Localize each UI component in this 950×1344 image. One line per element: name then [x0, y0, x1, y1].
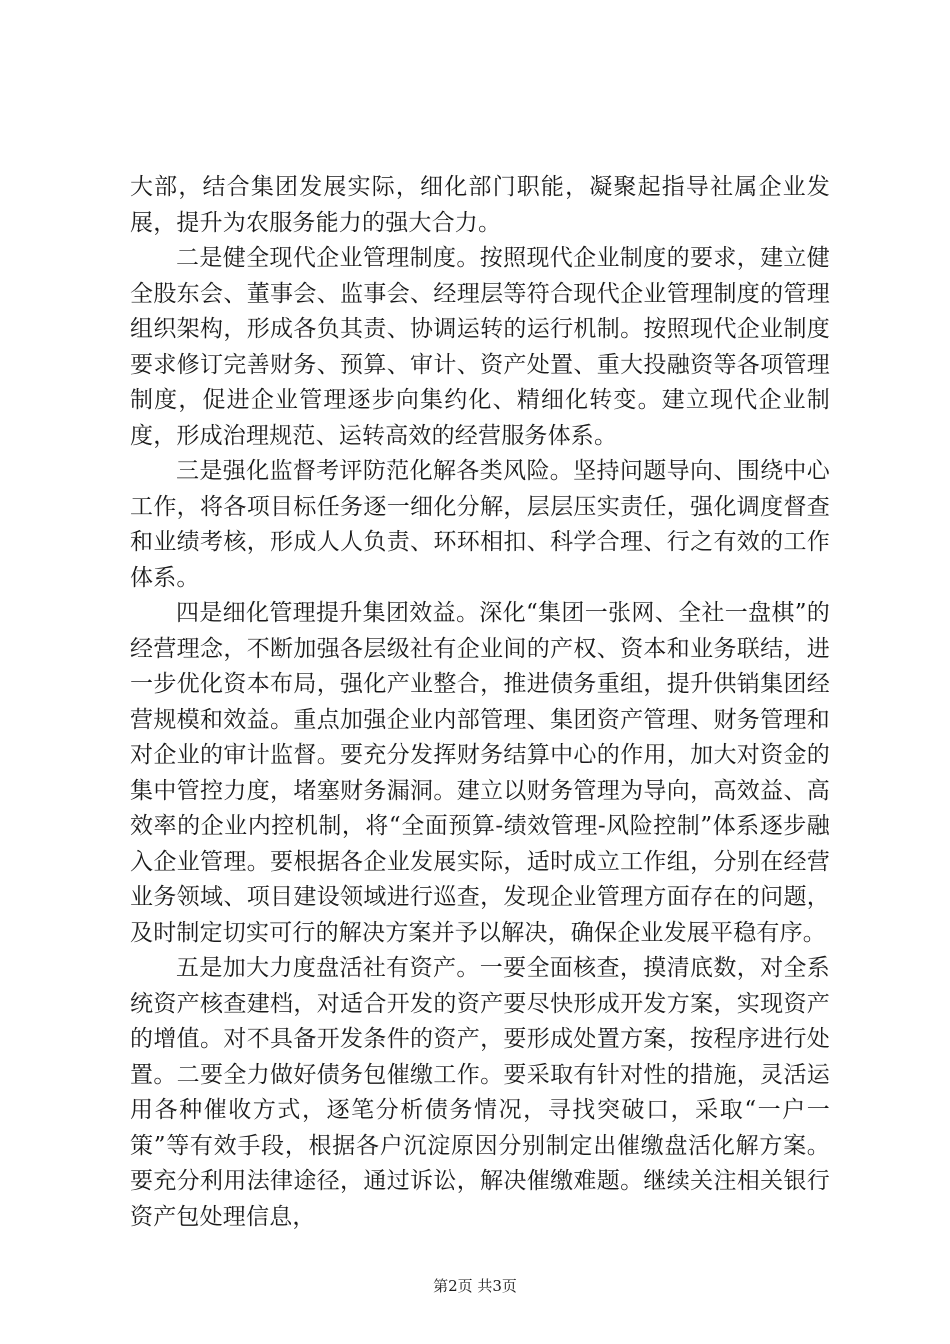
paragraph-supervision-risk: 三是强化监督考评防范化解各类风险。坚持问题导向、围绕中心工作，将各项目标任务逐一细化分解，层层压实责任，强化调度督查和业绩考核，形成人人负责、环环相扣、科学合理、行之有效的工作体系。: [130, 458, 830, 591]
paragraph-asset-revitalization: 五是加大力度盘活社有资产。一要全面核查，摸清底数，对全系统资产核查建档，对适合开发的资产要尽快形成开发方案，实现资产的增值。对不具备开发条件的资产，要形成处置方案，按程序进行处置。二要全力做好债务包催缴工作。要采取有针对性的措施，灵活运用各种催收方式，逐笔分析债务情况，寻找突破口，采取“一户一策”等有效手段，根据各户沉淀原因分别制定出催缴盘活化解方案。要充分利用法律途径，通过诉讼，解决催缴难题。继续关注相关银行资产包处理信息，: [130, 955, 830, 1230]
paragraph-continuation: 大部，结合集团发展实际，细化部门职能，凝聚起指导社属企业发展，提升为农服务能力的强大合力。: [130, 174, 830, 236]
paragraph-modern-enterprise-system: 二是健全现代企业管理制度。按照现代企业制度的要求，建立健全股东会、董事会、监事会、经理层等符合现代企业管理制度的管理组织架构，形成各负其责、协调运转的运行机制。按照现代企业制度要求修订完善财务、预算、审计、资产处置、重大投融资等各项管理制度，促进企业管理逐步向集约化、精细化转变。建立现代企业制度，形成治理规范、运转高效的经营服务体系。: [130, 245, 830, 449]
document-body: [130, 170, 830, 1235]
page-footer: 第2页 共3页: [433, 1277, 517, 1295]
paragraph-group-benefit: 四是细化管理提升集团效益。深化“集团一张网、全社一盘棋”的经营理念，不断加强各层级社有企业间的产权、资本和业务联结，进一步优化资本布局，强化产业整合，推进债务重组，提升供销集团经营规模和效益。重点加强企业内部管理、集团资产管理、财务管理和对企业的审计监督。要充分发挥财务结算中心的作用，加大对资金的集中管控力度，堵塞财务漏洞。建立以财务管理为导向，高效益、高效率的企业内控机制，将“全面预算-绩效管理-风险控制”体系逐步融入企业管理。要根据各企业发展实际，适时成立工作组，分别在经营业务领域、项目建设领域进行巡查，发现企业管理方面存在的问题，及时制定切实可行的解决方案并予以解决，确保企业发展平稳有序。: [130, 600, 830, 946]
